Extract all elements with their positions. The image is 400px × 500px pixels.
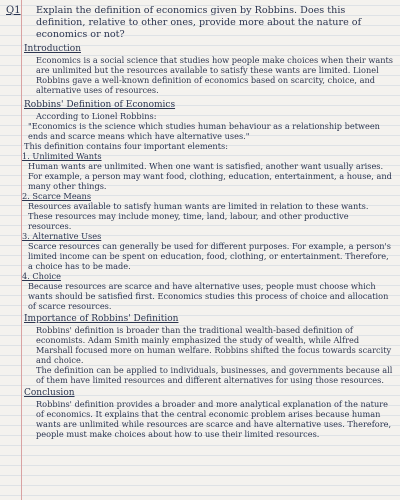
element-text: Human wants are unlimited. When one want is satisfied, another want usually arises. For example, a person may want food, clothing, education, entertainment, a house, and many other things. xyxy=(28,161,392,191)
element-text: Resources available to satisfy human wants are limited in relation to these wants. These resources may include money, time, land, labour, and other productive resources. xyxy=(28,201,369,231)
elements-intro: This definition contains four important elements: xyxy=(24,141,228,151)
importance-heading: Importance of Robbins' Definition xyxy=(24,314,179,324)
element-title: 1. Unlimited Wants xyxy=(22,151,102,161)
definition-quote: "Economics is the science which studies human behaviour as a relationship between ends and scarce means which have alternative uses." xyxy=(28,121,380,141)
element-text: Scarce resources can generally be used for different purposes. For example, a person's limited income can be spent on education, food, clothing, or entertainment. Therefore, a choice has to be made. xyxy=(28,241,392,271)
question-number: Q1 xyxy=(6,5,21,16)
element-text: Because resources are scarce and have alternative uses, people must choose which wants should be satisfied first. Economics studies this process of choice and allocation of scarce resources. xyxy=(28,281,389,311)
question-text: Explain the definition of economics given by Robbins. Does this definition, relative to other ones, provide more about the nature of economics or not? xyxy=(36,5,362,40)
introduction-body: Economics is a social science that studies how people make choices when their wants are unlimited but the resources available to satisfy these wants are limited. Lionel Robbins gave a well-known definition of economics based on scarcity, choice, and alternative uses of resources. xyxy=(36,55,394,95)
conclusion-heading: Conclusion xyxy=(24,388,75,398)
conclusion-body: Robbins' definition provides a broader and more analytical explanation of the nature of economics. It explains that the central economic problem arises because human wants are unlimited while resources are scarce and have alternative uses. Therefore, people must make choices about how to use their limited resources. xyxy=(36,399,392,439)
importance-body-1: Robbins' definition is broader than the traditional wealth-based definition of economists. Adam Smith mainly emphasized the study of wealth, while Alfred Marshall focused more on human welfare. Robbins shifted the focus towards scarcity and choice. xyxy=(36,325,392,365)
importance-body-2: The definition can be applied to individuals, businesses, and governments because all of them have limited resources and different alternatives for using those resources. xyxy=(36,365,393,385)
element-title: 4. Choice xyxy=(22,271,61,281)
element-title: 3. Alternative Uses xyxy=(22,231,102,241)
robbins-definition-heading: Robbins' Definition of Economics xyxy=(24,100,176,110)
element-title: 2. Scarce Means xyxy=(22,191,92,201)
definition-lead: According to Lionel Robbins: xyxy=(36,111,157,121)
question-row xyxy=(6,5,394,41)
introduction-heading: Introduction xyxy=(24,44,81,54)
handwritten-answer xyxy=(6,5,394,439)
